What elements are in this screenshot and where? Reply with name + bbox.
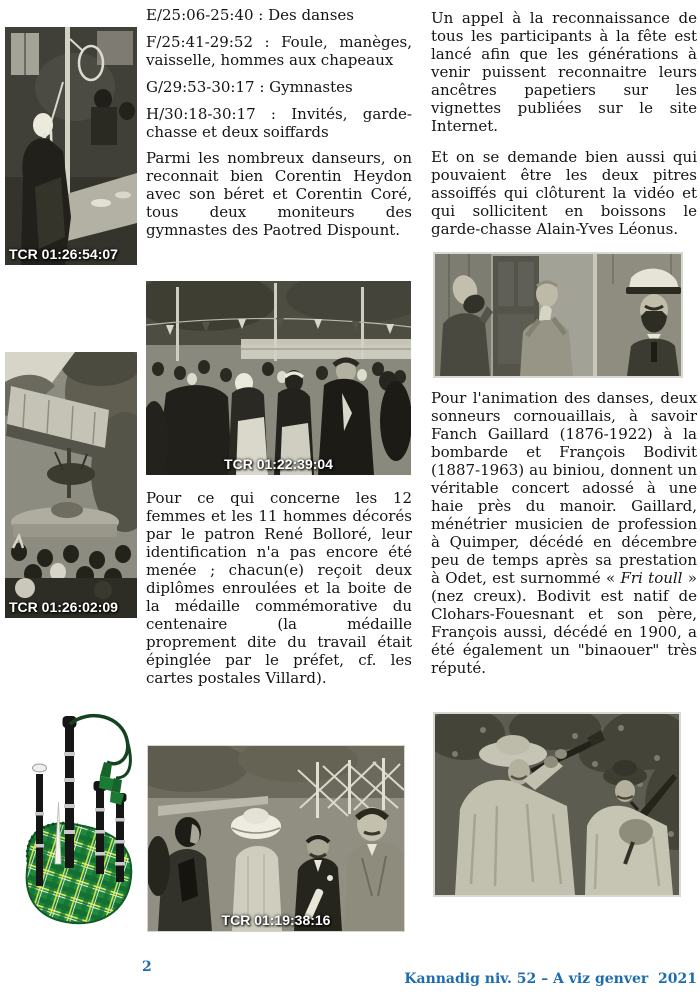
tcr-timestamp: TCR 01:19:38:16 <box>221 912 331 928</box>
page-number: 2 <box>142 959 152 975</box>
film-still-mast-illustration <box>5 27 137 265</box>
film-still-sonneurs <box>433 712 681 897</box>
paragraph-appeal: Un appel à la reconnaissance de tous les participants à la fête est lancé afin que les générations à venir puissent reconnaitre leurs ancêtres papetiers sur les vignettes publiées sur le site Internet. <box>431 9 697 135</box>
film-still-drinkers <box>433 252 683 378</box>
paragraph-dancers: Parmi les nombreux danseurs, on reconnait bien Corentin Heydon avec son béret et Corentin Coré, tous deux moniteurs des gymnastes des Paotred Dispount. <box>146 149 412 239</box>
tcr-timestamp: TCR 01:22:39:04 <box>224 456 333 472</box>
sonneurs-text: Pour l'animation des danses, deux sonneurs cornouaillais, à savoir Fanch Gaillard (1876-1922) à la bombarde et François Bodivit (1887-1963) au biniou, donnent un véritable concert adossé à une haie près du manoir. Gaillard, ménétrier musicien de profession à Quimper, décédé en décembre peu de temps après sa prestation à Odet, est surnommé « <box>431 389 697 587</box>
sonneurs-nickname: Fri toull <box>620 569 683 587</box>
bagpipes-illustration <box>8 712 140 932</box>
film-still-carousel <box>5 352 137 618</box>
film-still-carousel-illustration <box>5 352 137 618</box>
segment-item: G/29:53-30:17 : Gymnastes <box>146 78 353 96</box>
tcr-timestamp: TCR 01:26:54:07 <box>9 246 118 262</box>
film-still-sonneurs-illustration <box>435 714 679 895</box>
segment-item: F/25:41-29:52 : Foule, manèges, vaisselle, hommes aux chapeaux <box>146 33 412 69</box>
tcr-timestamp: TCR 01:26:02:09 <box>9 599 118 615</box>
film-still-crowd <box>146 281 411 475</box>
film-still-crowd-illustration <box>146 281 411 475</box>
segment-timecode-list <box>146 6 412 141</box>
paragraph-pitres: Et on se demande bien aussi qui pouvaient être les deux pitres assoiffés qui clôturent la vidéo et qui sollicitent en boissons le garde-chasse Alain-Yves Léonus. <box>431 148 697 238</box>
issue-label: Kannadig niv. 52 – A viz genver 2021 <box>404 971 697 987</box>
film-still-ceremony-illustration <box>148 746 404 931</box>
segment-item: E/25:06-25:40 : Des danses <box>146 6 354 24</box>
film-still-mast <box>5 27 137 265</box>
paragraph-medals: Pour ce qui concerne les 12 femmes et les 11 hommes décorés par le patron René Bolloré, leur identification n'a pas encore été menée ; chacun(e) reçoit deux diplômes enroulées et la boite de la médaille commémorative du centenaire (la médaille proprement dite du travail était épinglée par le préfet, cf. les cartes postales Villard). <box>146 489 412 687</box>
segment-item: H/30:18-30:17 : Invités, garde-chasse et deux soiffards <box>146 105 412 141</box>
sonneurs-text: » (nez creux). Bodivit est natif de Clohars-Fouesnant et son père, François aussi, décédé en 1900, a été également un "binaouer" très réputé. <box>431 569 697 677</box>
paragraph-sonneurs <box>431 389 697 677</box>
bagpipes-image <box>8 712 140 932</box>
film-still-ceremony <box>147 745 405 932</box>
film-still-drinkers-illustration <box>435 254 681 376</box>
